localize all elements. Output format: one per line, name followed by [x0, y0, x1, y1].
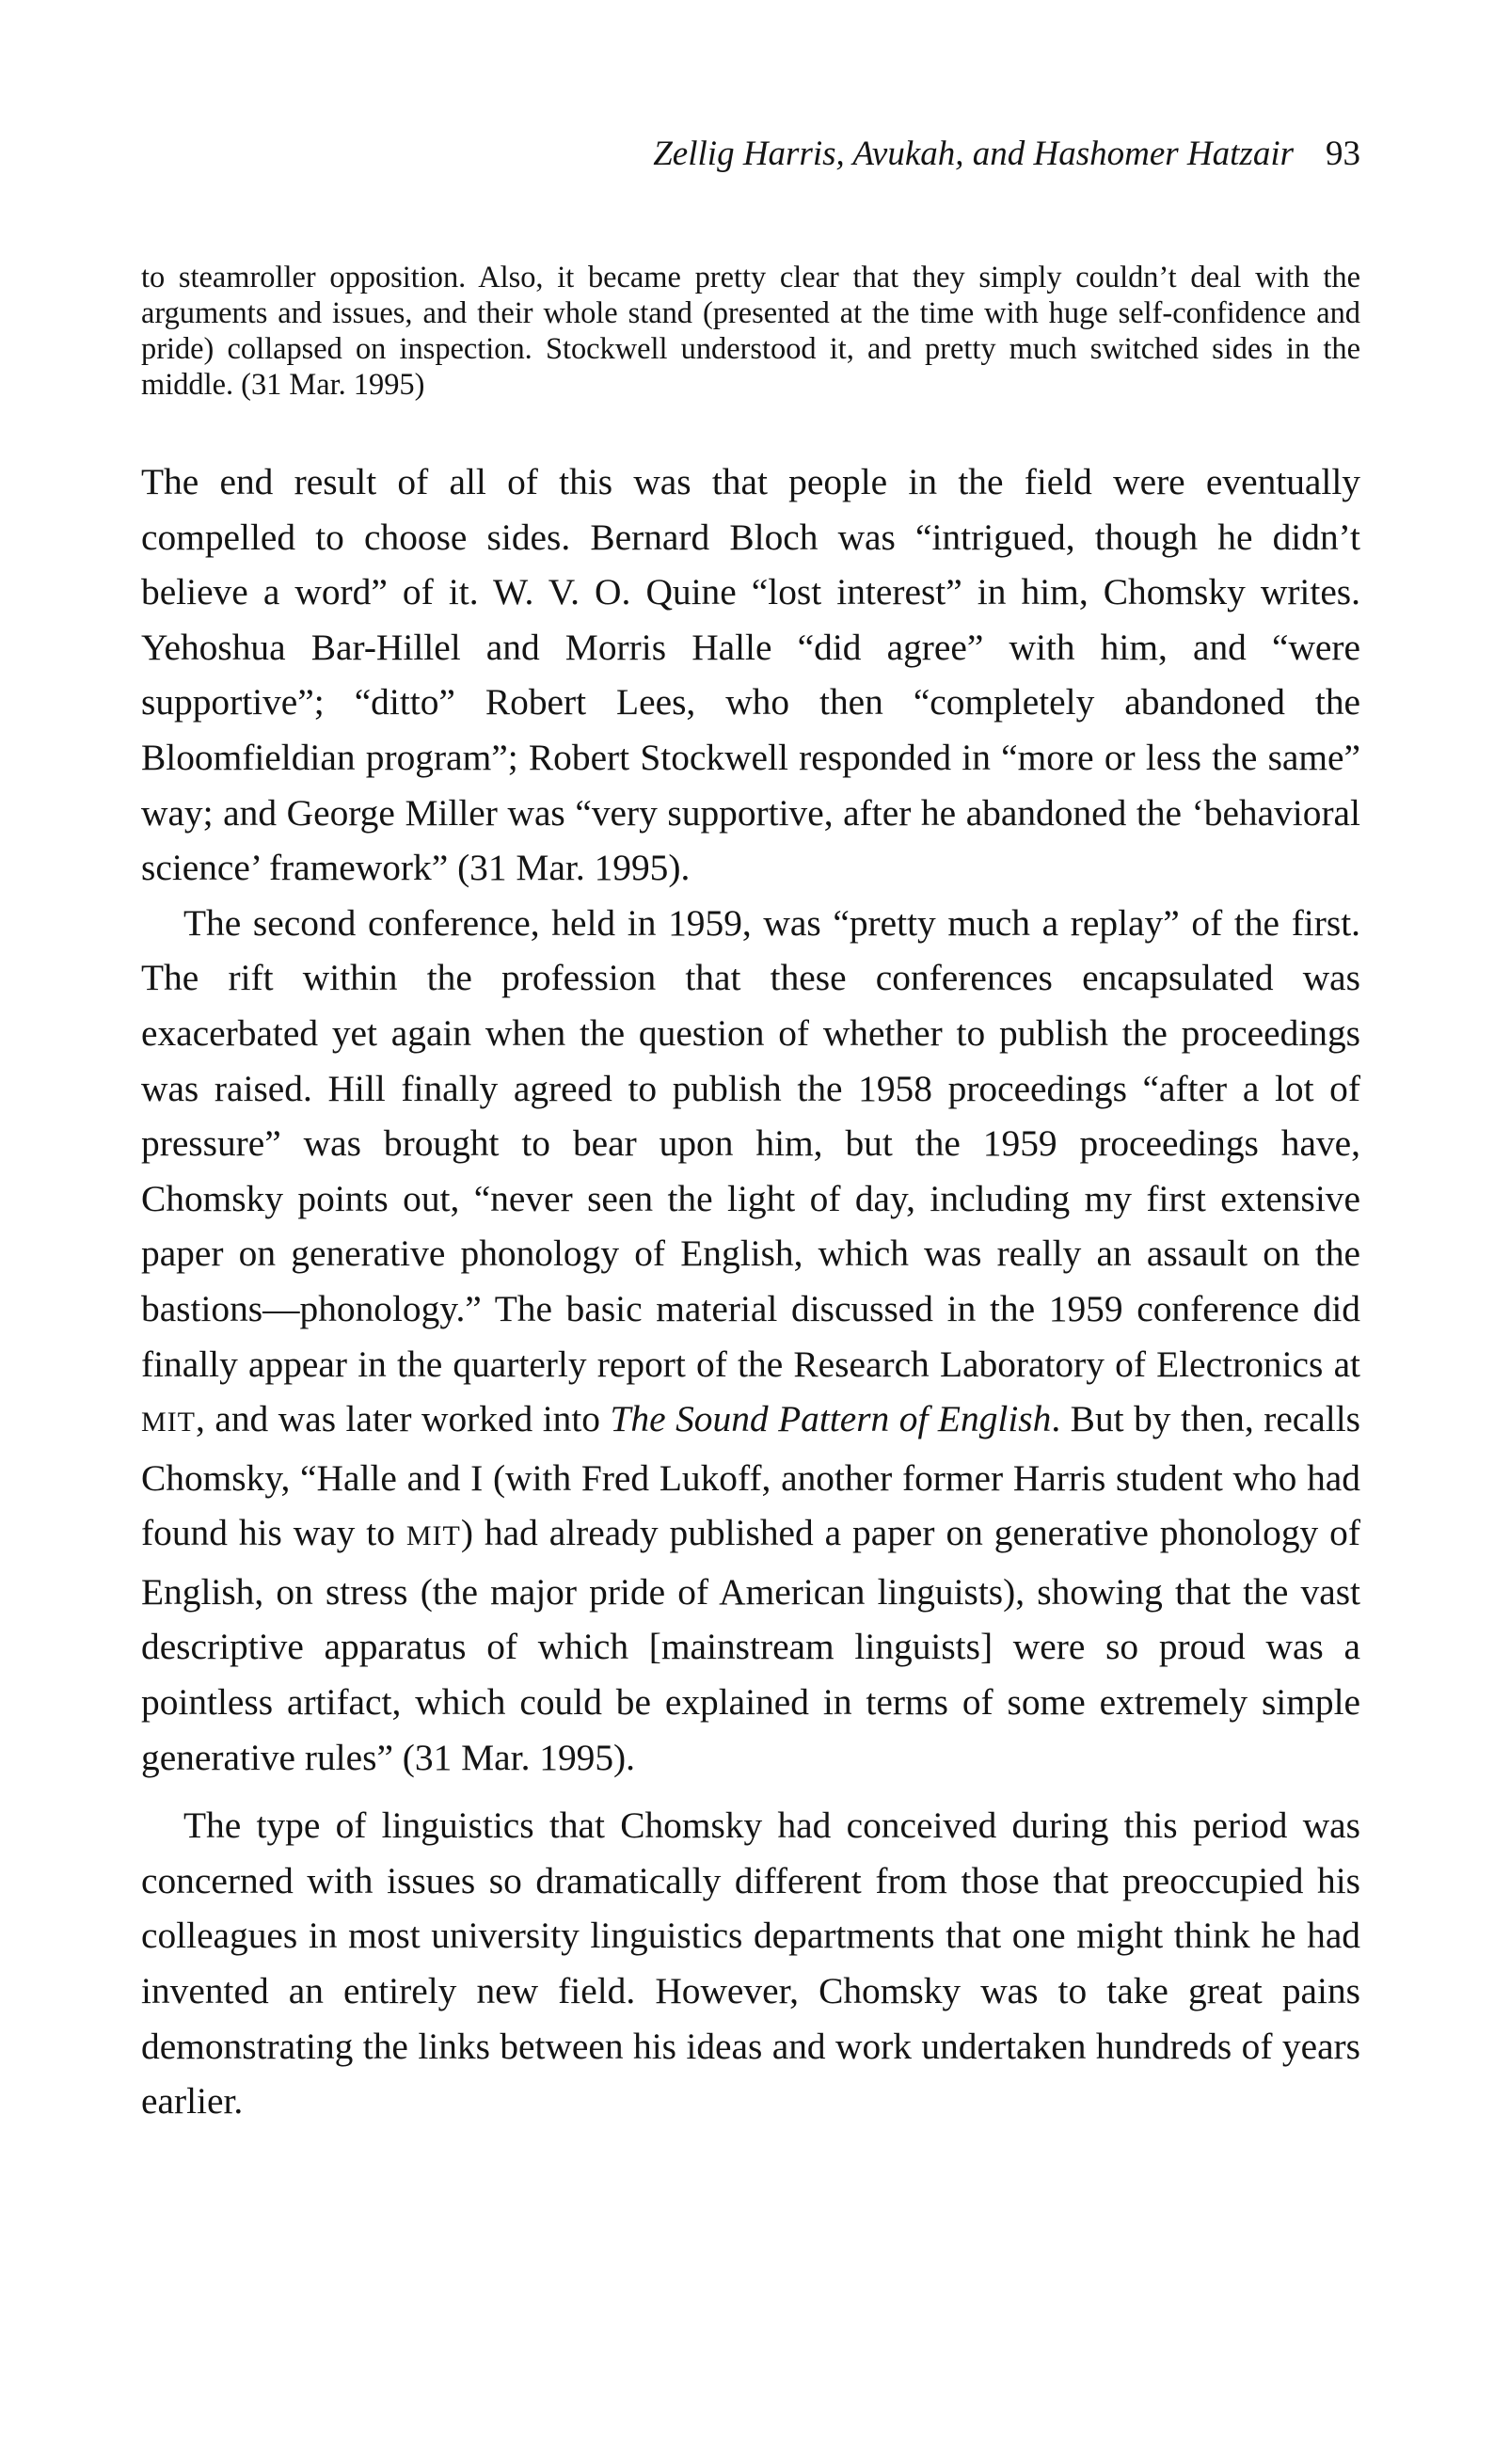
small-caps-mit: MIT	[141, 1407, 196, 1439]
block-quote: to steamroller opposition. Also, it became pretty clear that they simply couldn’t deal with the arguments and issues, and their whole stand (presented at the time with huge self-confidence and pride) collapsed on inspection. Stockwell understood it, and pretty much switched sides in the middle. (31 Mar. 1995)	[141, 261, 1360, 402]
paragraph-1: The end result of all of this was that people in the field were eventually compelled to choose sides. Bernard Bloch was “intrigued, though he didn’t believe a word” of it. W. V. O. Quine “lost interest” in him, Chomsky writes. Yehoshua Bar-Hillel and Morris Halle “did agree” with him, and “were supportive”; “ditto” Robert Lees, who then “completely abandoned the Bloomfieldian program”; Robert Stockwell responded in “more or less the same” way; and George Miller was “very supportive, after he abandoned the ‘behavioral science’ framework” (31 Mar. 1995).	[141, 461, 1360, 889]
book-title: The Sound Pattern of English	[610, 1398, 1052, 1440]
small-caps-mit: MIT	[405, 1520, 461, 1552]
running-title: Zellig Harris, Avukah, and Hashomer Hatzair	[653, 135, 1294, 173]
paragraph-2: The second conference, held in 1959, was “pretty much a replay” of the first. The rift within the profession that these conferences encapsulated was exacerbated yet again when the question of whether to publish the proceedings was raised. Hill finally agreed to publish the 1958 proceedings “after a lot of pressure” was brought to bear upon him, but the 1959 proceedings have, Chomsky points out, “never seen the light of day, including my first extensive paper on generative phonology of English, which was really an assault on the bastions—phonology.” The basic material discussed in the 1959 conference did finally appear in the quarterly report of the Research Laboratory of Electronics at MIT, and was later worked into The Sound Pattern of English. But by then, recalls Chomsky, “Halle and I (with Fred Lukoff, another former Harris student who had found his way to MIT) had already published a paper on generative phonology of English, on stress (the major pride of American linguists), showing that the vast descriptive apparatus of which [mainstream linguists] were so proud was a pointless artifact, which could be explained in terms of some extremely simple generative rules” (31 Mar. 1995).	[141, 901, 1360, 1778]
running-head	[141, 134, 1360, 175]
paragraph-3: The type of linguistics that Chomsky had conceived during this period was concerned with issues so dramatically different from those that preoccupied his colleagues in most university linguistics departments that one might think he had invented an entirely new field. However, Chomsky was to take great pains demonstrating the links between his ideas and work undertaken hundreds of years earlier.	[141, 1804, 1360, 2122]
page-number: 93	[1326, 135, 1360, 173]
body-text	[141, 454, 1360, 2129]
